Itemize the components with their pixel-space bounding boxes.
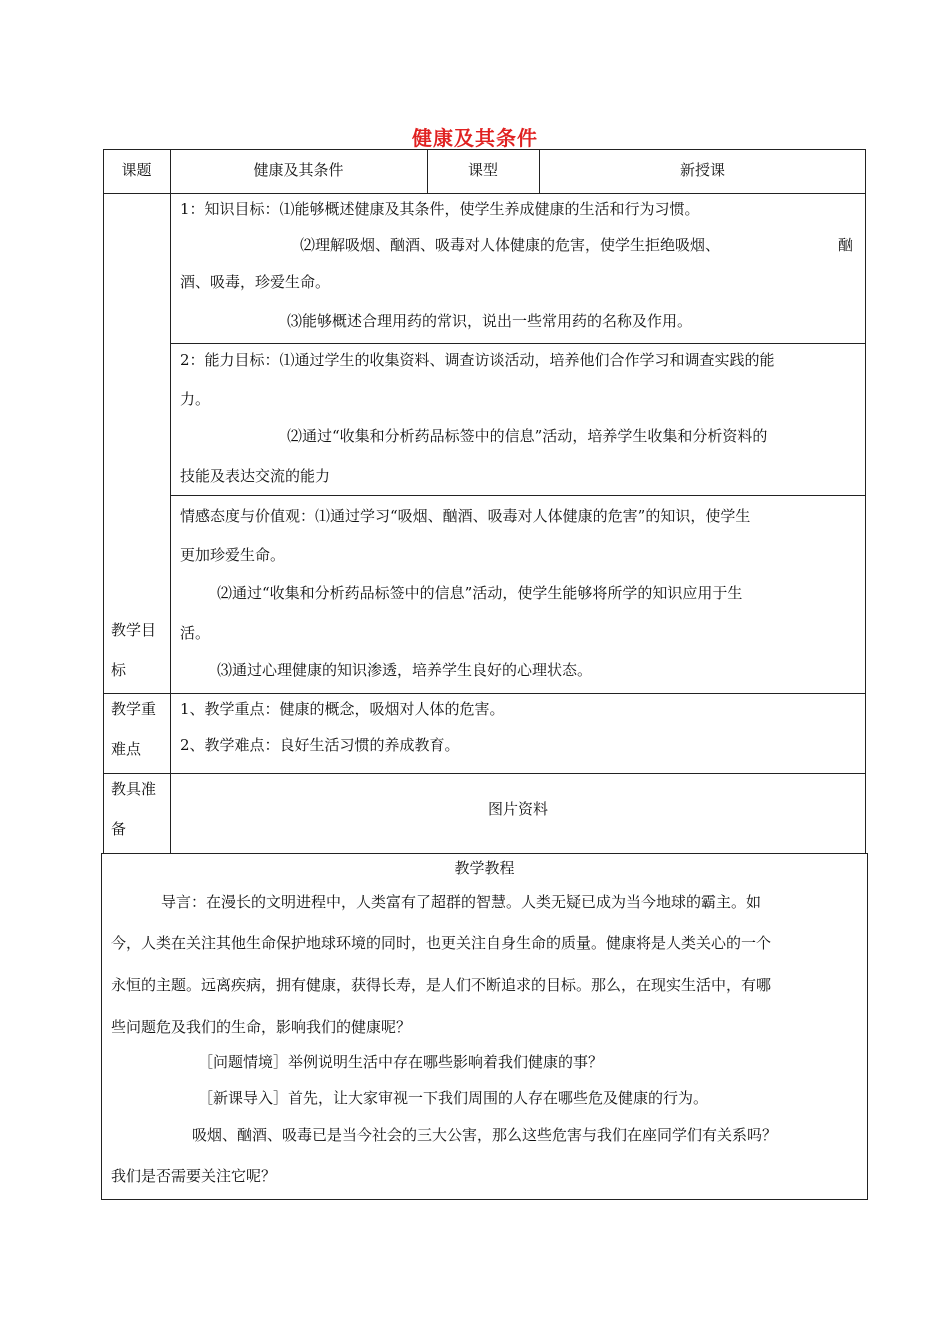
table-divider bbox=[103, 773, 866, 774]
objectives-label: 标 bbox=[111, 661, 127, 679]
knowledge-objective-line: 酒、吸毒，珍爱生命。 bbox=[180, 273, 331, 291]
process-line: ［新课导入］首先，让大家审视一下我们周围的人存在哪些危及健康的行为。 bbox=[198, 1089, 709, 1107]
process-heading: 教学教程 bbox=[454, 859, 515, 877]
process-line: 今，人类在关注其他生命保护地球环境的同时，也更关注自身生命的质量。健康将是人类关心的一个 bbox=[111, 934, 772, 952]
process-line: 导言：在漫长的文明进程中，人类富有了超群的智慧。人类无疑已成为当今地球的霸主。如 bbox=[161, 893, 762, 911]
emotion-objective-line: 情感态度与价值观：⑴通过学习“吸烟、酗酒、吸毒对人体健康的危害”的知识，使学生 bbox=[180, 507, 751, 525]
table-divider bbox=[170, 149, 171, 854]
emotion-objective-line: ⑵通过“收集和分析药品标签中的信息”活动，使学生能够将所学的知识应用于生 bbox=[217, 584, 743, 602]
process-line: ［问题情境］举例说明生活中存在哪些影响着我们健康的事？ bbox=[198, 1053, 604, 1071]
key-points-label: 教学重 bbox=[111, 700, 157, 718]
materials-label: 备 bbox=[111, 820, 127, 838]
objectives-label: 教学目 bbox=[111, 621, 157, 639]
table-divider bbox=[103, 193, 866, 194]
knowledge-objective-line: ⑵理解吸烟、酗酒、吸毒对人体健康的危害，使学生拒绝吸烟、 bbox=[300, 236, 721, 254]
type-label: 课型 bbox=[467, 161, 498, 179]
table-divider bbox=[170, 343, 866, 344]
key-points-label: 难点 bbox=[111, 740, 142, 758]
ability-objective-line: 技能及表达交流的能力 bbox=[180, 467, 331, 485]
ability-objective-line: 力。 bbox=[180, 390, 211, 408]
process-line: 些问题危及我们的生命，影响我们的健康呢？ bbox=[111, 1018, 412, 1036]
topic-value: 健康及其条件 bbox=[253, 161, 344, 179]
document-title: 健康及其条件 bbox=[412, 126, 538, 150]
table-divider bbox=[170, 495, 866, 496]
process-line: 永恒的主题。远离疾病，拥有健康，获得长寿，是人们不断追求的目标。那么，在现实生活中，有哪 bbox=[111, 976, 772, 994]
table-divider bbox=[103, 693, 866, 694]
key-point-line: 1、教学重点：健康的概念，吸烟对人体的危害。 bbox=[180, 700, 505, 718]
process-line: 我们是否需要关注它呢？ bbox=[111, 1167, 277, 1185]
ability-objective-line: ⑵通过“收集和分析药品标签中的信息”活动，培养学生收集和分析资料的 bbox=[287, 427, 768, 445]
process-line: 吸烟、酗酒、吸毒已是当今社会的三大公害，那么这些危害与我们在座同学们有关系吗？ bbox=[192, 1126, 778, 1144]
topic-label: 课题 bbox=[121, 161, 152, 179]
type-value: 新授课 bbox=[679, 161, 725, 179]
knowledge-objective-line: 酗 bbox=[838, 236, 854, 254]
emotion-objective-line: 活。 bbox=[180, 624, 211, 642]
knowledge-objective-line: ⑶能够概述合理用药的常识，说出一些常用药的名称及作用。 bbox=[287, 312, 693, 330]
materials-value: 图片资料 bbox=[487, 800, 548, 818]
knowledge-objective-line: 1：知识目标：⑴能够概述健康及其条件，使学生养成健康的生活和行为习惯。 bbox=[180, 200, 700, 218]
materials-label: 教具准 bbox=[111, 780, 157, 798]
ability-objective-line: 2：能力目标：⑴通过学生的收集资料、调查访谈活动，培养他们合作学习和调查实践的能 bbox=[180, 351, 775, 369]
emotion-objective-line: ⑶通过心理健康的知识渗透，培养学生良好的心理状态。 bbox=[217, 661, 593, 679]
key-point-line: 2、教学难点：良好生活习惯的养成教育。 bbox=[180, 736, 460, 754]
emotion-objective-line: 更加珍爱生命。 bbox=[180, 546, 286, 564]
